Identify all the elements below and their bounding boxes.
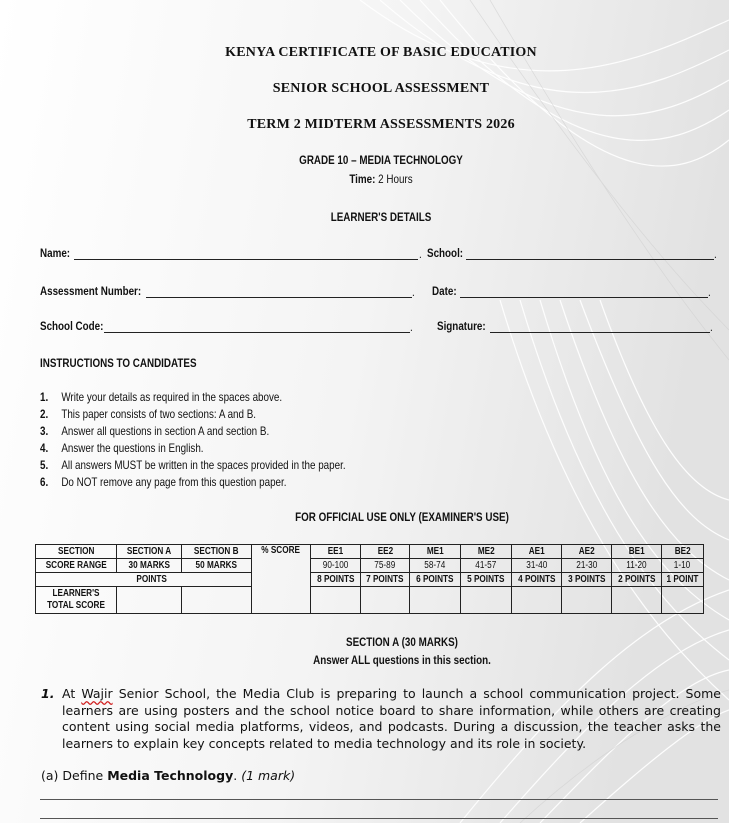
school-code-dot: . [410, 320, 413, 334]
table-row [36, 573, 704, 587]
instructions-list [40, 390, 413, 492]
section-b-score-cell[interactable] [182, 587, 252, 614]
blank-cell [410, 587, 461, 614]
points-label: POINTS [117, 573, 252, 587]
level-points: 2 POINTS [612, 573, 662, 587]
level-code: AE2 [562, 545, 612, 559]
level-range: 21-30 [562, 559, 612, 573]
level-range: 75-89 [361, 559, 410, 573]
name-field[interactable] [74, 259, 418, 260]
blank-cell [461, 587, 512, 614]
name-label: Name: [40, 246, 71, 260]
instruction-item: 1. Write your details as required in the spaces above. [40, 390, 283, 404]
level-code: AE1 [512, 545, 562, 559]
table-row [36, 587, 704, 614]
signature-label: Signature: [437, 319, 486, 333]
blank-cell [662, 587, 704, 614]
name-dot: . [419, 247, 422, 261]
date-field[interactable] [460, 297, 708, 298]
assessment-number-dot: . [412, 285, 415, 299]
level-points: 1 POINT [662, 573, 704, 587]
level-range: 58-74 [410, 559, 461, 573]
school-code-label: School Code: [40, 319, 104, 333]
question-number: 1. [41, 686, 55, 701]
section-a-title: SECTION A (30 MARKS) [346, 635, 458, 649]
school-code-field[interactable] [104, 332, 410, 333]
level-points: 7 POINTS [361, 573, 410, 587]
marks-a: 30 MARKS [117, 559, 182, 573]
table-row [36, 559, 704, 573]
blank-cell [36, 573, 117, 587]
level-code: EE2 [361, 545, 410, 559]
instruction-item: 5. All answers MUST be written in the spaces provided in the paper. [40, 458, 346, 472]
instruction-item: 4. Answer the questions in English. [40, 441, 204, 455]
instruction-item: 6. Do NOT remove any page from this question paper. [40, 475, 287, 489]
learner-total-score-label: LEARNER'S TOTAL SCORE [36, 587, 117, 614]
section-a-header: SECTION A [117, 545, 182, 559]
question-1a: (a) Define Media Technology. (1 mark) [41, 768, 296, 783]
section-header: SECTION [36, 545, 117, 559]
level-points: 3 POINTS [562, 573, 612, 587]
level-range: 90-100 [311, 559, 361, 573]
answer-line[interactable] [40, 818, 718, 819]
level-points: 6 POINTS [410, 573, 461, 587]
level-code: ME2 [461, 545, 512, 559]
level-points: 5 POINTS [461, 573, 512, 587]
question-text: At Wajir Senior School, the Media Club is preparing to launch a school communication project. Some learners are using posters and the school notice board to share information, while others are creating content using social media platforms, videos, and podcasts. During a discussion, the teacher asks the learners to explain key concepts related to media technology and its role in society. [62, 686, 721, 751]
instructions-title: INSTRUCTIONS TO CANDIDATES [40, 356, 197, 370]
score-range-label: SCORE RANGE [36, 559, 117, 573]
subject-title: GRADE 10 – MEDIA TECHNOLOGY [299, 153, 463, 167]
marks-b: 50 MARKS [182, 559, 252, 573]
blank-cell [562, 587, 612, 614]
level-code: EE1 [311, 545, 361, 559]
question-1 [41, 686, 721, 752]
blank-cell [311, 587, 361, 614]
time-allowed: Time: 2 Hours [349, 172, 413, 186]
assessment-number-label: Assessment Number: [40, 284, 142, 298]
assessment-number-field[interactable] [146, 297, 412, 298]
answer-line[interactable] [40, 799, 718, 800]
term-title: TERM 2 MIDTERM ASSESSMENTS 2026 [247, 117, 515, 132]
instruction-item: 2. This paper consists of two sections: A and B. [40, 407, 257, 421]
school-dot: . [714, 247, 717, 261]
section-a-score-cell[interactable] [117, 587, 182, 614]
pct-score-header: % SCORE [252, 545, 311, 614]
assessment-title: SENIOR SCHOOL ASSESSMENT [272, 81, 490, 96]
school-field[interactable] [466, 259, 714, 260]
date-dot: . [708, 285, 711, 299]
signature-dot: . [710, 320, 713, 334]
level-range: 11-20 [612, 559, 662, 573]
level-points: 8 POINTS [311, 573, 361, 587]
level-points: 4 POINTS [512, 573, 562, 587]
instruction-item: 3. Answer all questions in section A and section B. [40, 424, 270, 438]
level-code: BE1 [612, 545, 662, 559]
blank-cell [361, 587, 410, 614]
section-b-header: SECTION B [182, 545, 252, 559]
blank-cell [512, 587, 562, 614]
blank-cell [612, 587, 662, 614]
exam-body-title: KENYA CERTIFICATE OF BASIC EDUCATION [225, 45, 537, 60]
signature-field[interactable] [490, 332, 710, 333]
school-label: School: [427, 246, 464, 260]
section-a-subtitle: Answer ALL questions in this section. [313, 653, 491, 667]
level-range: 1-10 [662, 559, 704, 573]
official-use-title: FOR OFFICIAL USE ONLY (EXAMINER'S USE) [295, 510, 509, 524]
learner-details-title: LEARNER'S DETAILS [330, 210, 432, 224]
level-range: 41-57 [461, 559, 512, 573]
score-table [35, 544, 704, 614]
date-label: Date: [432, 284, 457, 298]
table-row [36, 545, 704, 559]
level-code: ME1 [410, 545, 461, 559]
level-range: 31-40 [512, 559, 562, 573]
level-code: BE2 [662, 545, 704, 559]
